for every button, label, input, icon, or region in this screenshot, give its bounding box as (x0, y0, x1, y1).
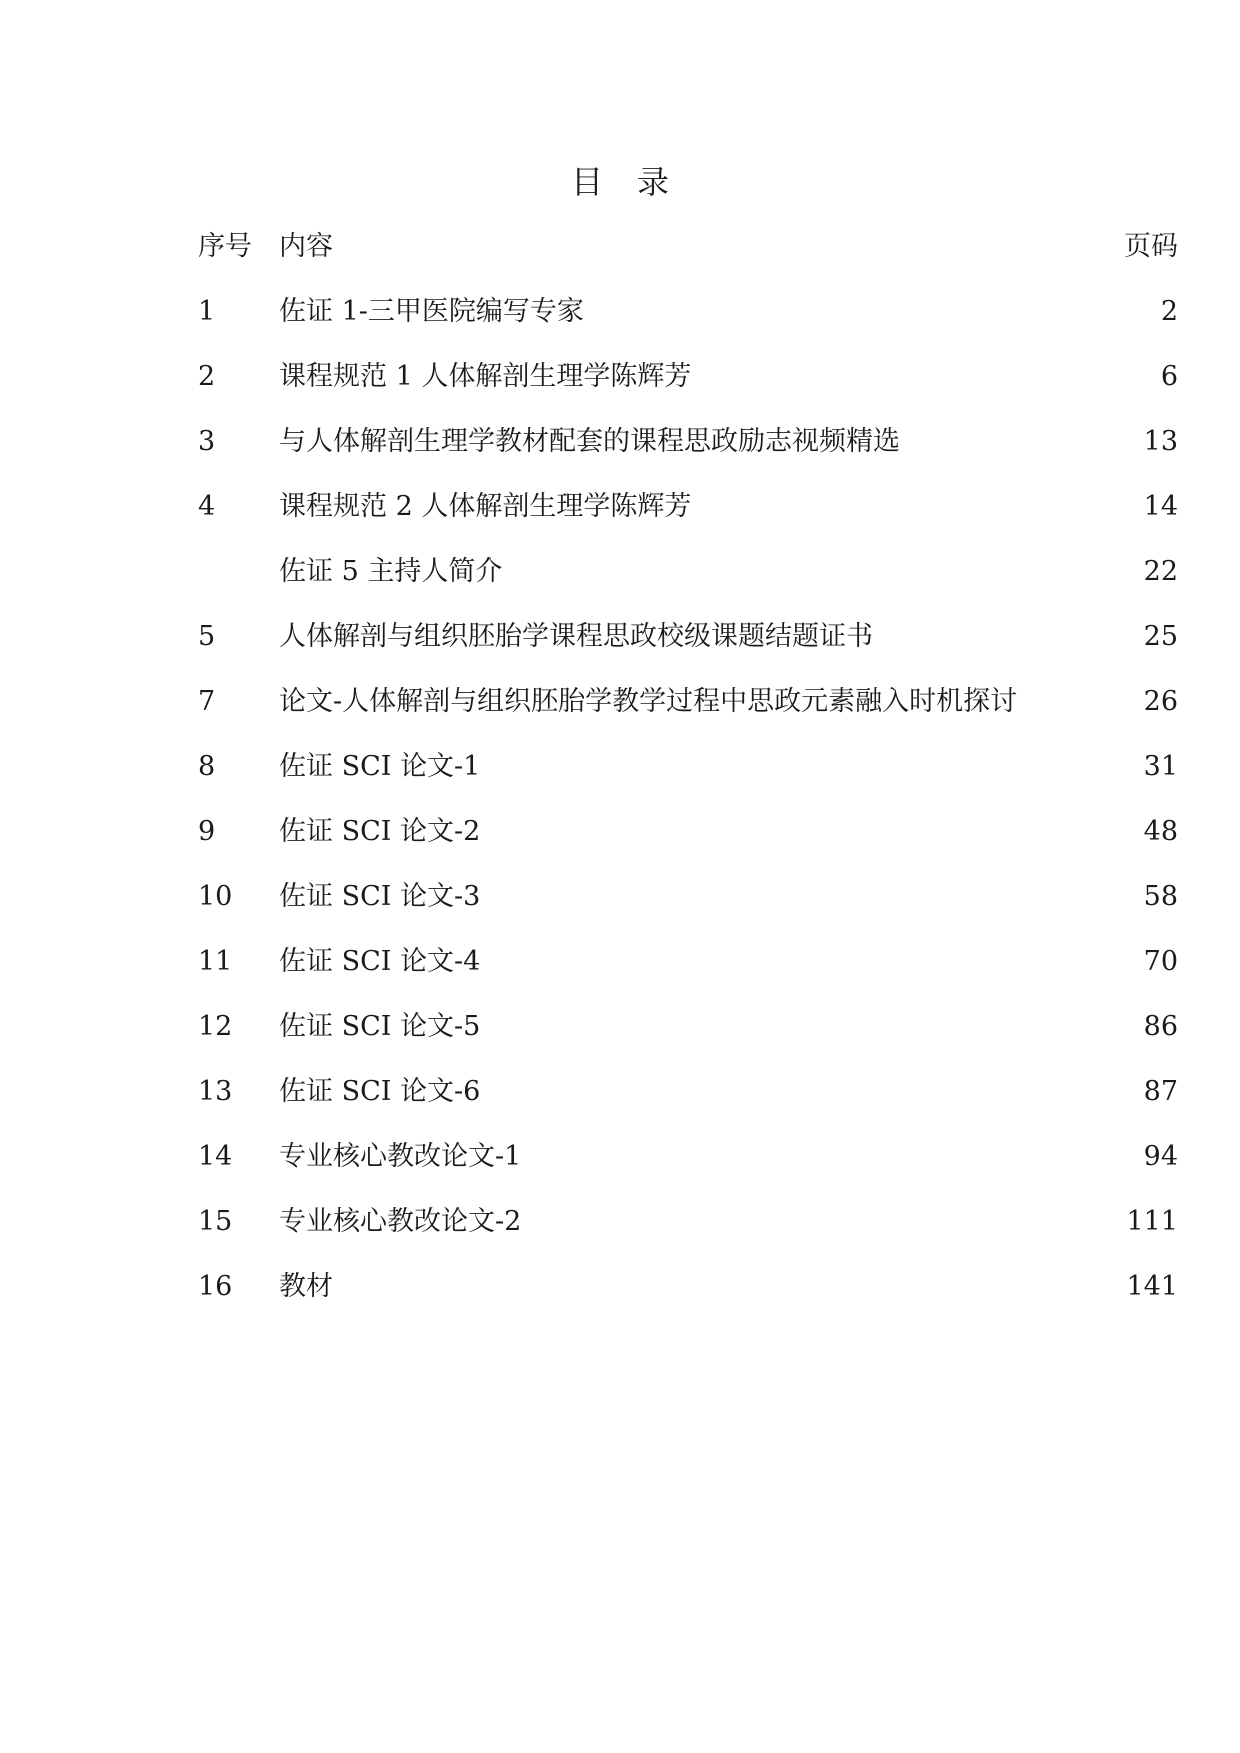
toc-entry-page: 22 (1143, 556, 1178, 587)
toc-entry-page: 25 (1143, 621, 1178, 652)
toc-entry-title: 专业核心教改论文-1 (279, 1141, 522, 1172)
toc-entry-page: 26 (1143, 686, 1178, 717)
toc-entry-title: 佐证 SCI 论文-2 (279, 816, 481, 847)
toc-entry-page: 13 (1143, 426, 1178, 457)
toc-entry-title: 人体解剖与组织胚胎学课程思政校级课题结题证书 (279, 621, 873, 652)
toc-entry-title: 课程规范 2 人体解剖生理学陈辉芳 (279, 491, 692, 522)
title-char-1: 目 (570, 163, 603, 201)
toc-entry[interactable] (198, 614, 1178, 679)
toc-entry[interactable] (198, 874, 1178, 939)
toc-entry[interactable] (198, 419, 1178, 484)
toc-entry-page: 14 (1143, 491, 1178, 522)
title-char-2: 录 (637, 163, 670, 201)
toc-entry-page: 94 (1143, 1141, 1178, 1172)
toc-entry[interactable] (198, 354, 1178, 419)
toc-entry[interactable] (198, 1199, 1178, 1264)
toc-entry-title: 论文-人体解剖与组织胚胎学教学过程中思政元素融入时机探讨 (279, 686, 1018, 717)
toc-entries (198, 289, 1178, 1329)
toc-entry[interactable] (198, 1264, 1178, 1329)
toc-entry[interactable] (198, 1134, 1178, 1199)
page-title (0, 158, 1240, 206)
toc-entry-number: 2 (198, 361, 216, 392)
toc-entry-page: 2 (1160, 296, 1178, 327)
toc-entry-number: 9 (198, 816, 216, 847)
toc-entry-page: 86 (1143, 1011, 1178, 1042)
header-num: 序号 (198, 231, 252, 262)
toc-entry-page: 58 (1143, 881, 1178, 912)
toc-entry-title: 课程规范 1 人体解剖生理学陈辉芳 (279, 361, 692, 392)
toc-entry-page: 87 (1143, 1076, 1178, 1107)
toc-entry-number: 1 (198, 296, 216, 327)
toc-entry-number: 4 (198, 491, 216, 522)
header-page: 页码 (1124, 231, 1178, 262)
toc-entry[interactable] (198, 484, 1178, 549)
toc-entry-number: 16 (198, 1271, 233, 1302)
table-of-contents (198, 224, 1178, 1329)
toc-entry[interactable] (198, 809, 1178, 874)
toc-entry-title: 与人体解剖生理学教材配套的课程思政励志视频精选 (279, 426, 900, 457)
toc-entry-number: 13 (198, 1076, 233, 1107)
toc-entry-page: 48 (1143, 816, 1178, 847)
toc-header-row (198, 224, 1178, 289)
toc-entry[interactable] (198, 744, 1178, 809)
toc-entry-title: 佐证 SCI 论文-6 (279, 1076, 481, 1107)
toc-entry-page: 6 (1160, 361, 1178, 392)
toc-entry-number: 8 (198, 751, 216, 782)
toc-entry-page: 70 (1143, 946, 1178, 977)
toc-entry[interactable] (198, 1004, 1178, 1069)
toc-entry-title: 佐证 5 主持人简介 (279, 556, 503, 587)
toc-entry-title: 佐证 SCI 论文-5 (279, 1011, 481, 1042)
toc-entry-page: 111 (1126, 1206, 1178, 1237)
toc-entry[interactable] (198, 939, 1178, 1004)
toc-entry-title: 教材 (279, 1271, 333, 1302)
toc-entry-page: 31 (1143, 751, 1178, 782)
toc-entry-number: 14 (198, 1141, 233, 1172)
toc-entry-number: 7 (198, 686, 216, 717)
toc-entry-number: 3 (198, 426, 216, 457)
toc-entry-title: 佐证 SCI 论文-3 (279, 881, 481, 912)
toc-entry-title: 专业核心教改论文-2 (279, 1206, 522, 1237)
toc-entry-number: 15 (198, 1206, 233, 1237)
toc-entry-title: 佐证 SCI 论文-1 (279, 751, 481, 782)
toc-entry-number: 12 (198, 1011, 233, 1042)
toc-entry-title: 佐证 1-三甲医院编写专家 (279, 296, 584, 327)
toc-entry[interactable] (198, 549, 1178, 614)
header-content: 内容 (279, 231, 333, 262)
toc-entry-number: 11 (198, 946, 233, 977)
toc-entry-number: 5 (198, 621, 216, 652)
toc-entry[interactable] (198, 1069, 1178, 1134)
toc-entry-page: 141 (1126, 1271, 1178, 1302)
toc-entry[interactable] (198, 289, 1178, 354)
toc-entry-title: 佐证 SCI 论文-4 (279, 946, 481, 977)
toc-entry-number: 10 (198, 881, 233, 912)
toc-entry[interactable] (198, 679, 1178, 744)
